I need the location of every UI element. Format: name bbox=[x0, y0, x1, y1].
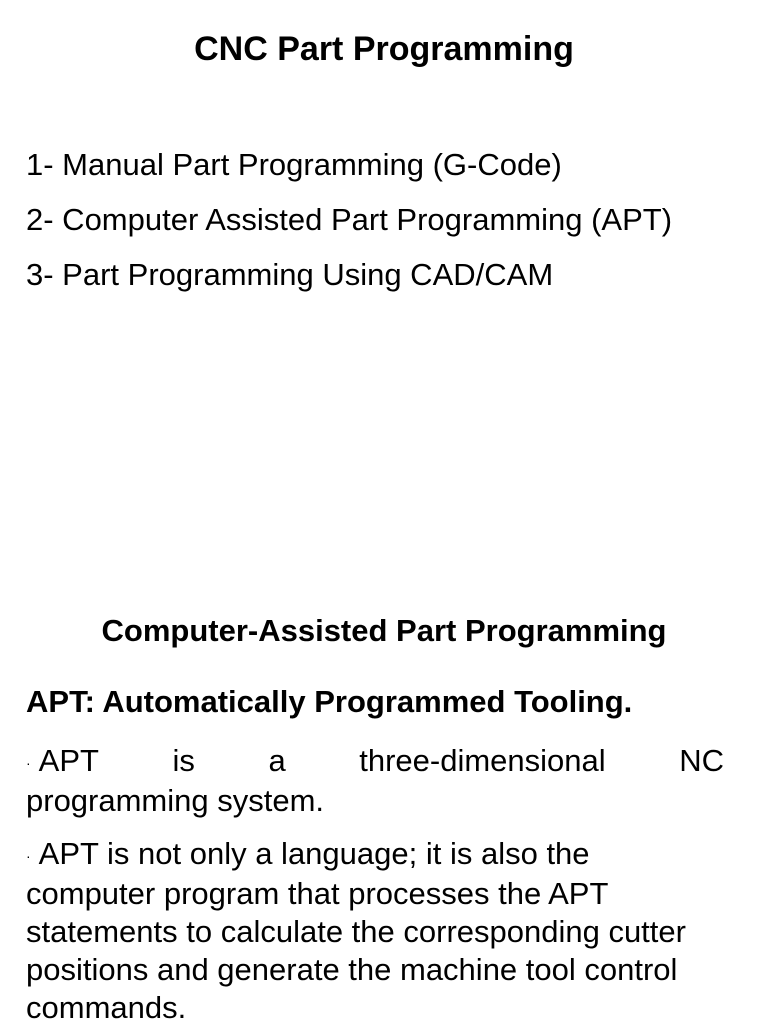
word: · APT bbox=[26, 743, 99, 778]
bullet-paragraph bbox=[26, 742, 724, 820]
slide-title: Computer-Assisted Part Programming bbox=[101, 613, 667, 648]
word: a bbox=[268, 743, 286, 778]
paragraph-first-line bbox=[26, 742, 724, 782]
list-item: 1- Manual Part Programming (G-Code) bbox=[26, 147, 562, 182]
list-item: 3- Part Programming Using CAD/CAM bbox=[26, 257, 554, 292]
slide-computer-assisted-programming bbox=[0, 560, 768, 1024]
paragraph-continuation: programming system. bbox=[26, 782, 325, 818]
bullet-icon: · bbox=[26, 754, 31, 771]
list-item: 2- Computer Assisted Part Programming (APT) bbox=[26, 202, 673, 237]
bullet-icon: · bbox=[26, 847, 31, 864]
programming-methods-list bbox=[26, 137, 672, 302]
word: is bbox=[172, 743, 195, 778]
bullet-paragraph bbox=[26, 835, 724, 1027]
word: NC bbox=[679, 743, 724, 778]
paragraph-text: APT is not only a language; it is also the computer program that processes the APT statements to calculate the corresponding cutter positions and generate the machine tool control commands. bbox=[26, 836, 686, 1025]
apt-definition-heading: APT: Automatically Programmed Tooling. bbox=[26, 684, 633, 719]
word: three-dimensional bbox=[359, 743, 606, 778]
slide-title: CNC Part Programming bbox=[194, 30, 574, 68]
